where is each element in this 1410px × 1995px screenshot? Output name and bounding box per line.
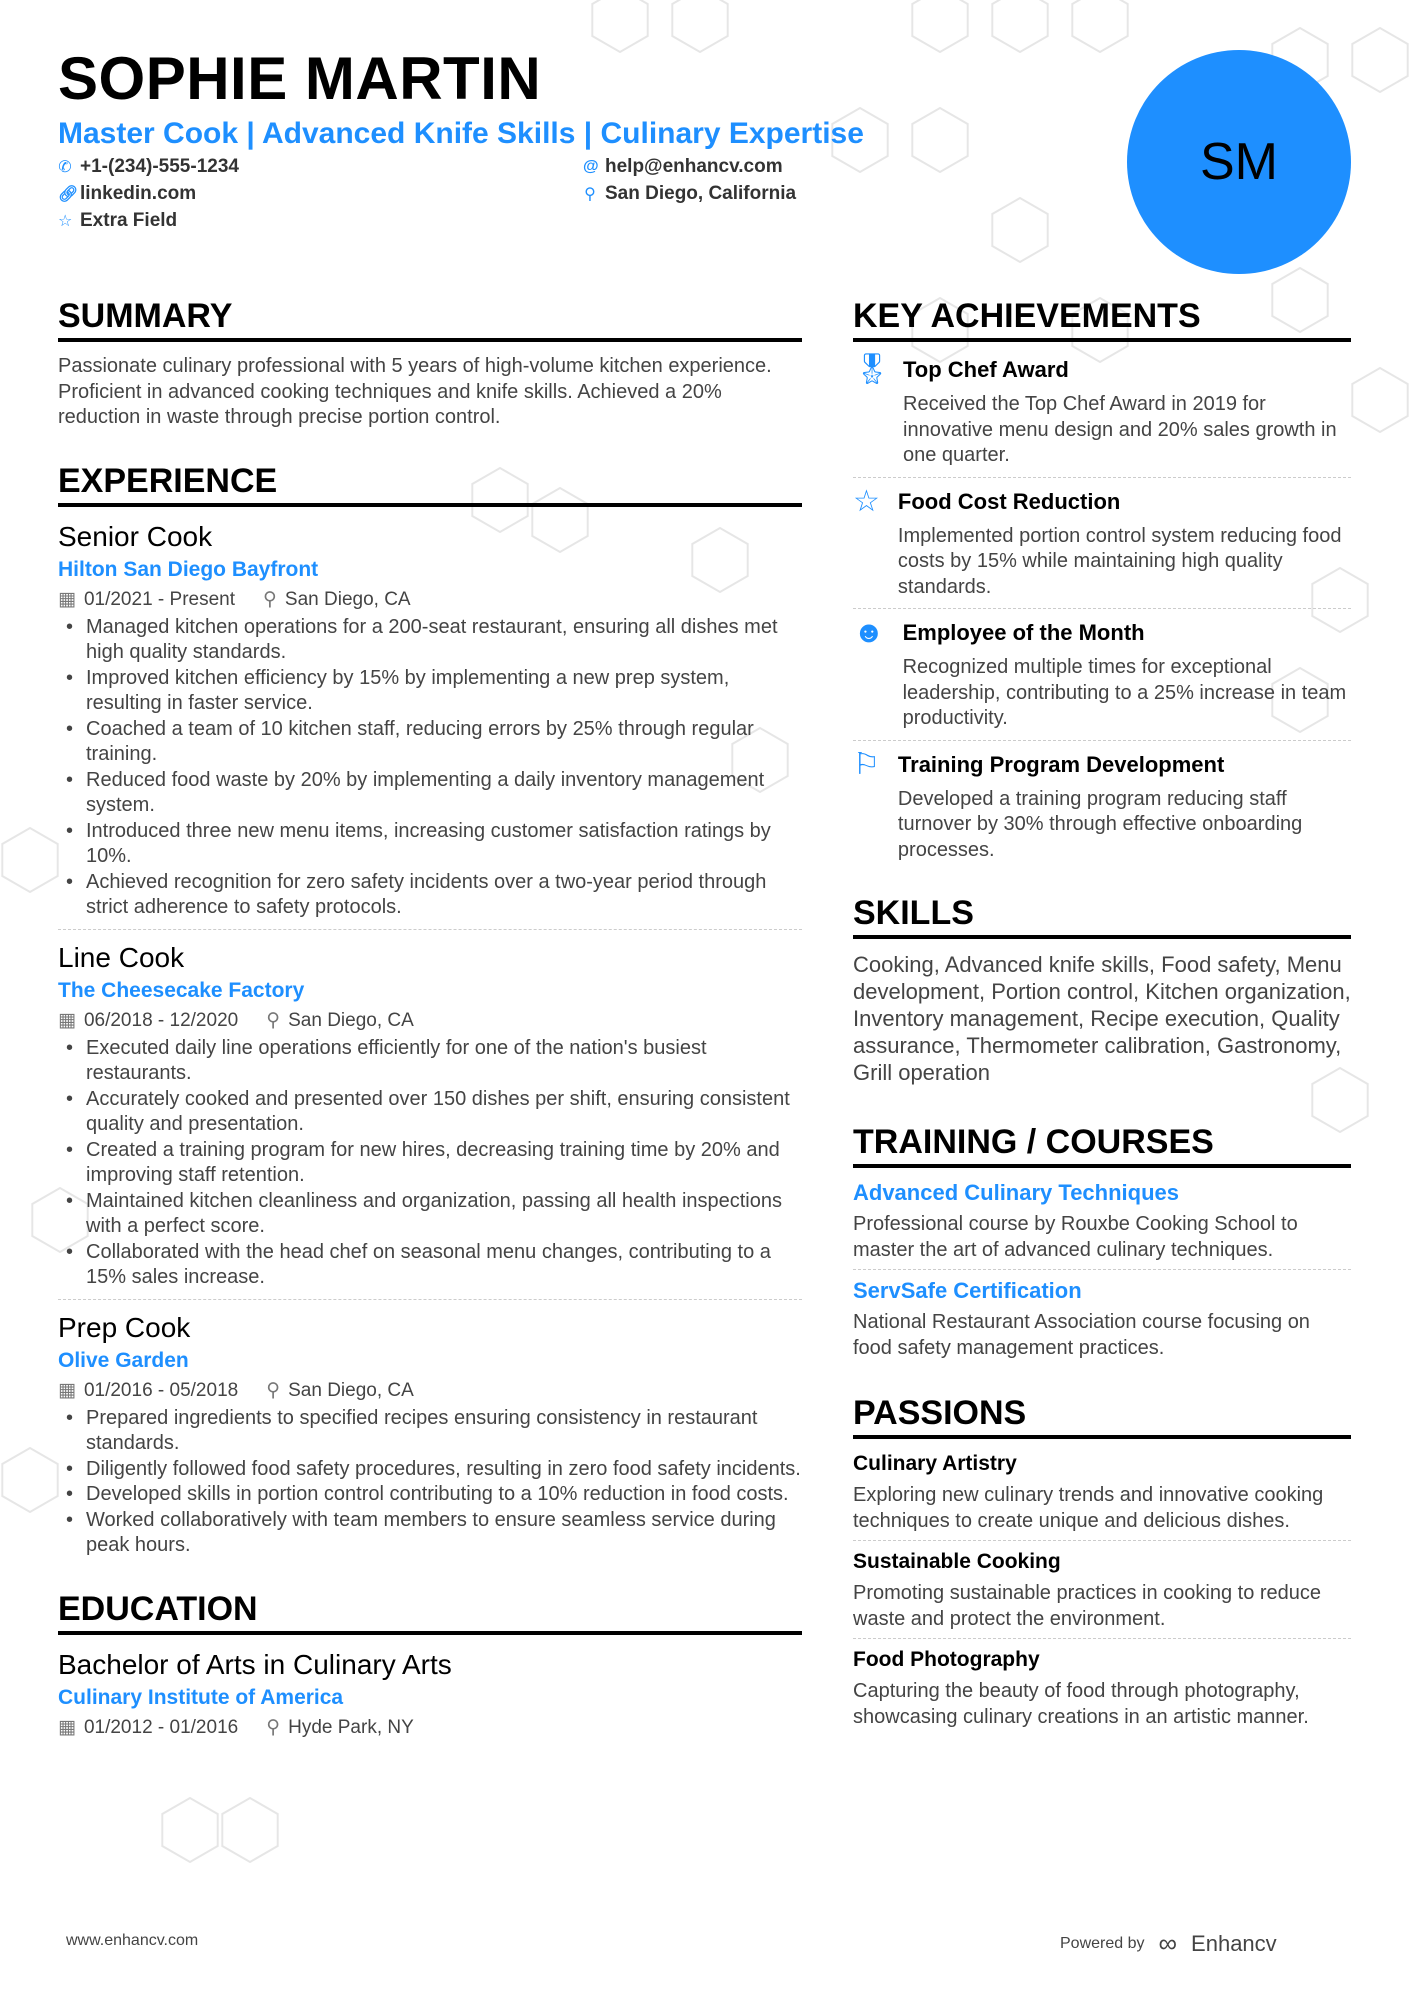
bullet-item: • Achieved recognition for zero safety incidents over a two-year period through strict adherence to safety protocols. bbox=[58, 870, 802, 921]
achievement-content bbox=[903, 354, 1351, 469]
footer-powered-by bbox=[1060, 1928, 1277, 1959]
job-location-wrap bbox=[266, 1006, 414, 1036]
education-section bbox=[58, 1589, 802, 1743]
contact-extra bbox=[58, 210, 177, 232]
location-pin-icon: ⚲ bbox=[266, 1716, 281, 1738]
bullet-item: • Accurately cooked and presented over 150 dishes per shift, ensuring consistent quality and presentation. bbox=[58, 1087, 802, 1138]
achievement-item bbox=[853, 609, 1351, 741]
hexagon-shape bbox=[2, 1448, 57, 1512]
avatar bbox=[1127, 50, 1351, 274]
email-link[interactable]: help@enhancv.com bbox=[605, 156, 783, 177]
bullet-item: • Collaborated with the head chef on seasonal menu changes, contributing to a 15% sales increase. bbox=[58, 1240, 802, 1291]
hexagon-shape bbox=[162, 1798, 217, 1862]
calendar-icon: ▦ bbox=[58, 1716, 76, 1738]
job-entry bbox=[58, 1299, 802, 1567]
location-pin-icon: ⚲ bbox=[266, 1009, 281, 1031]
link-icon: 🔗︎ bbox=[58, 186, 79, 203]
summary-text: Passionate culinary professional with 5 years of high-volume kitchen experience. Proficient in advanced cooking techniques and knife skills. Achieved a 20% reduction in waste through precise portion control. bbox=[58, 355, 772, 428]
job-bullets bbox=[58, 615, 802, 921]
passion-text: Promoting sustainable practices in cooking to reduce waste and protect the environment. bbox=[853, 1582, 1322, 1630]
job-dates-wrap bbox=[58, 1006, 238, 1036]
passion-text: Exploring new culinary trends and innovative cooking techniques to create unique and delicious dishes. bbox=[853, 1484, 1324, 1532]
calendar-icon: ▦ bbox=[58, 588, 76, 610]
hexagon-shape bbox=[912, 108, 967, 172]
location-text: San Diego, California bbox=[605, 183, 797, 204]
passion-item bbox=[853, 1541, 1351, 1639]
school: Culinary Institute of America bbox=[58, 1685, 344, 1709]
right-column bbox=[853, 296, 1351, 1736]
star-icon: ☆ bbox=[58, 213, 73, 230]
experience-section bbox=[58, 461, 802, 1567]
achievement-content bbox=[898, 749, 1351, 864]
job-company: Olive Garden bbox=[58, 1348, 189, 1372]
achievement-text: Developed a training program reducing staff turnover by 30% through effective onboarding processes. bbox=[897, 787, 1303, 861]
job-role: Line Cook bbox=[58, 941, 185, 973]
job-company: The Cheesecake Factory bbox=[58, 978, 305, 1002]
extra-field-text: Extra Field bbox=[80, 210, 178, 231]
location-pin-icon: ⚲ bbox=[263, 588, 277, 610]
enhancv-logo-icon: ∞ bbox=[1158, 1928, 1178, 1958]
head-icon: ☻ bbox=[853, 616, 885, 649]
hexagon-shape bbox=[1072, 0, 1127, 52]
bullet-item: • Worked collaboratively with team members to ensure seamless service during peak hours. bbox=[58, 1508, 802, 1559]
contact-linkedin[interactable] bbox=[58, 183, 196, 205]
job-location-wrap bbox=[266, 1376, 414, 1406]
job-entry bbox=[58, 519, 802, 929]
achievement-item bbox=[853, 478, 1351, 610]
skills-section bbox=[853, 893, 1351, 1086]
calendar-icon: ▦ bbox=[58, 1379, 76, 1401]
achievement-title: Top Chef Award bbox=[903, 357, 1069, 382]
contact-phone bbox=[58, 156, 239, 178]
avatar-initials: SM bbox=[1200, 133, 1278, 191]
job-bullets bbox=[58, 1036, 802, 1291]
skills-text: Cooking, Advanced knife skills, Food safety, Menu development, Portion control, Kitchen organization, Inventory management, Recipe execution, Quality assurance, Thermometer calibration, Gastronomy, Grill operation bbox=[853, 952, 1351, 1085]
training-section bbox=[853, 1122, 1351, 1367]
contact-location bbox=[583, 183, 796, 205]
job-location-wrap bbox=[263, 585, 411, 615]
hexagon-shape bbox=[1352, 368, 1407, 432]
passions-section bbox=[853, 1393, 1351, 1736]
achievement-content bbox=[898, 486, 1351, 601]
job-location: San Diego, CA bbox=[288, 1009, 414, 1031]
achievement-text: Received the Top Chef Award in 2019 for innovative menu design and 20% sales growth in one quarter. bbox=[903, 393, 1337, 466]
job-dates-wrap bbox=[58, 1376, 238, 1406]
job-dates: 06/2018 - 12/2020 bbox=[83, 1009, 239, 1031]
achievements-section bbox=[853, 296, 1351, 871]
powered-by-text: Powered by bbox=[1060, 1934, 1145, 1952]
job-role: Prep Cook bbox=[58, 1311, 191, 1343]
section-heading: SKILLS bbox=[853, 893, 1351, 939]
job-meta bbox=[58, 1376, 802, 1406]
job-meta bbox=[58, 1006, 802, 1036]
job-location: San Diego, CA bbox=[284, 588, 411, 610]
award-ribbon-icon: 🎖︎ bbox=[853, 353, 892, 386]
passion-item bbox=[853, 1443, 1351, 1541]
achievement-item bbox=[853, 741, 1351, 872]
passion-title: Food Photography bbox=[853, 1648, 1040, 1671]
section-heading: PASSIONS bbox=[853, 1393, 1351, 1439]
job-dates-wrap bbox=[58, 585, 235, 615]
course-title[interactable]: Advanced Culinary Techniques bbox=[853, 1180, 1180, 1205]
achievement-text: Implemented portion control system reducing food costs by 15% while maintaining high quality standards. bbox=[897, 524, 1342, 598]
job-meta bbox=[58, 585, 802, 615]
left-column bbox=[58, 296, 802, 1743]
bullet-item: • Improved kitchen efficiency by 15% by implementing a new prep system, resulting in faster service. bbox=[58, 666, 802, 717]
bullet-item: • Introduced three new menu items, increasing customer satisfaction ratings by 10%. bbox=[58, 819, 802, 870]
at-icon: @ bbox=[583, 158, 599, 175]
hexagon-shape bbox=[672, 0, 727, 52]
bullet-item: • Created a training program for new hires, decreasing training time by 20% and improving staff retention. bbox=[58, 1138, 802, 1189]
location-pin-icon: ⚲ bbox=[266, 1379, 281, 1401]
achievement-item bbox=[853, 346, 1351, 478]
job-entry bbox=[58, 929, 802, 1299]
course-text: National Restaurant Association course focusing on food safety management practices. bbox=[853, 1311, 1310, 1359]
hexagon-shape bbox=[592, 0, 647, 52]
job-company: Hilton San Diego Bayfront bbox=[58, 557, 319, 581]
passion-text: Capturing the beauty of food through photography, showcasing culinary creations in an artistic manner. bbox=[853, 1680, 1309, 1728]
bullet-item: • Managed kitchen operations for a 200-seat restaurant, ensuring all dishes met high quality standards. bbox=[58, 615, 802, 666]
achievement-title: Employee of the Month bbox=[902, 620, 1145, 645]
job-dates: 01/2021 - Present bbox=[83, 588, 235, 610]
achievement-text: Recognized multiple times for exceptional leadership, contributing to a 25% increase in team productivity. bbox=[902, 656, 1347, 729]
hexagon-shape bbox=[992, 198, 1047, 262]
hexagon-shape bbox=[1352, 28, 1407, 92]
bullet-item: • Diligently followed food safety procedures, resulting in zero food safety incidents. bbox=[58, 1457, 802, 1483]
bullet-item: • Reduced food waste by 20% by implementing a daily inventory management system. bbox=[58, 768, 802, 819]
phone-icon: ✆ bbox=[58, 159, 72, 176]
star-icon: ☆ bbox=[853, 484, 880, 518]
course-item bbox=[853, 1270, 1351, 1367]
section-heading: EDUCATION bbox=[58, 1589, 802, 1635]
flag-icon: ⚐ bbox=[853, 747, 880, 781]
education-meta bbox=[58, 1713, 802, 1743]
achievement-content bbox=[903, 617, 1351, 732]
passion-title: Sustainable Cooking bbox=[853, 1550, 1061, 1573]
enhancv-brand: Enhancv bbox=[1191, 1930, 1277, 1956]
education-location: Hyde Park, NY bbox=[288, 1716, 414, 1738]
bullet-item: • Coached a team of 10 kitchen staff, reducing errors by 25% through regular training. bbox=[58, 717, 802, 768]
hexagon-shape bbox=[2, 828, 57, 892]
summary-section bbox=[58, 296, 802, 431]
bullet-item: • Prepared ingredients to specified recipes ensuring consistency in restaurant standards. bbox=[58, 1406, 802, 1457]
hexagon-shape bbox=[912, 0, 967, 52]
bullet-item: • Developed skills in portion control contributing to a 10% reduction in food costs. bbox=[58, 1482, 802, 1508]
course-title[interactable]: ServSafe Certification bbox=[853, 1278, 1082, 1303]
phone-text: +1-(234)-555-1234 bbox=[80, 156, 239, 177]
passion-item bbox=[853, 1639, 1351, 1736]
section-heading: KEY ACHIEVEMENTS bbox=[853, 296, 1351, 342]
footer-website[interactable]: www.enhancv.com bbox=[66, 1932, 199, 1949]
candidate-name: SOPHIE MARTIN bbox=[58, 45, 542, 112]
linkedin-link[interactable]: linkedin.com bbox=[80, 183, 197, 204]
job-location: San Diego, CA bbox=[288, 1379, 414, 1401]
candidate-title: Master Cook | Advanced Knife Skills | Culinary Expertise bbox=[58, 117, 864, 150]
job-dates: 01/2016 - 05/2018 bbox=[83, 1379, 239, 1401]
hexagon-shape bbox=[222, 1798, 277, 1862]
job-role: Senior Cook bbox=[58, 520, 213, 552]
bullet-item: • Maintained kitchen cleanliness and organization, passing all health inspections with a perfect score. bbox=[58, 1189, 802, 1240]
course-text: Professional course by Rouxbe Cooking School to master the art of advanced culinary techniques. bbox=[853, 1213, 1298, 1261]
bullet-item: • Executed daily line operations efficiently for one of the nation's busiest restaurants. bbox=[58, 1036, 802, 1087]
section-heading: EXPERIENCE bbox=[58, 461, 802, 507]
section-heading: TRAINING / COURSES bbox=[853, 1122, 1351, 1168]
passion-title: Culinary Artistry bbox=[853, 1452, 1017, 1475]
contact-email[interactable] bbox=[583, 156, 783, 178]
calendar-icon: ▦ bbox=[58, 1009, 76, 1031]
achievement-title: Food Cost Reduction bbox=[897, 488, 1121, 514]
degree: Bachelor of Arts in Culinary Arts bbox=[58, 1648, 452, 1680]
section-heading: SUMMARY bbox=[58, 296, 802, 342]
job-bullets bbox=[58, 1406, 802, 1559]
education-dates: 01/2012 - 01/2016 bbox=[83, 1716, 239, 1738]
hexagon-shape bbox=[992, 0, 1047, 52]
achievement-title: Training Program Development bbox=[897, 751, 1225, 777]
course-item bbox=[853, 1172, 1351, 1270]
location-pin-icon: ⚲ bbox=[584, 186, 596, 203]
